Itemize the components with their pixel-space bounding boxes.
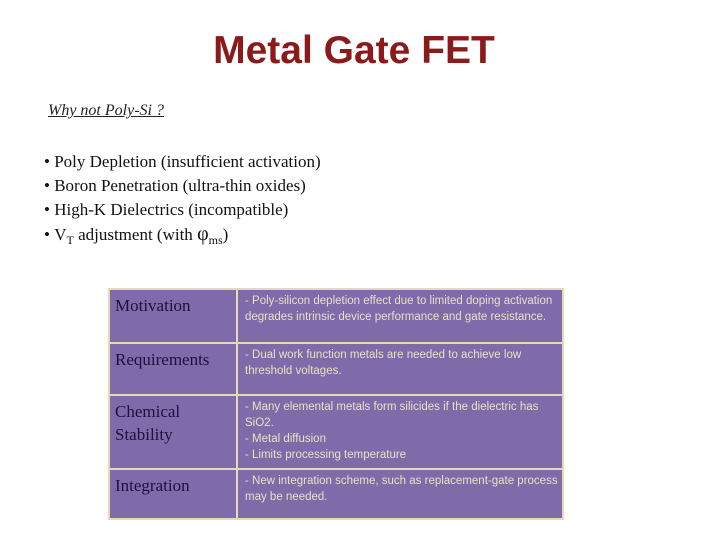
phi-symbol: φ xyxy=(197,223,209,245)
row-description xyxy=(241,290,562,342)
subtitle: Why not Poly-Si ? xyxy=(48,102,164,119)
desc-line: - Metal diffusion xyxy=(245,433,326,445)
row-category: Motivation xyxy=(110,290,238,342)
table-row xyxy=(110,290,562,342)
bullet-list xyxy=(44,150,321,252)
vt-close: ) xyxy=(222,225,229,244)
desc-line: - Dual work function metals are needed to achieve low threshold voltages. xyxy=(245,349,522,377)
bullet-vt-adjustment xyxy=(44,222,321,252)
row-description xyxy=(241,396,562,470)
desc-line: - Poly-silicon depletion effect due to limited doping activation degrades intrinsic device performance and gate resistance. xyxy=(245,295,553,323)
bullet-poly-depletion: • Poly Depletion (insufficient activation) xyxy=(44,150,321,174)
desc-line: - New integration scheme, such as replacement-gate process may be needed. xyxy=(245,475,558,503)
vt-subscript: T xyxy=(66,233,74,247)
row-category: Chemical Stability xyxy=(110,396,238,470)
page-title: Metal Gate FET xyxy=(213,29,495,72)
table-row xyxy=(110,342,562,396)
vt-symbol: V xyxy=(54,225,67,244)
bullet-high-k: • High-K Dielectrics (incompatible) xyxy=(44,198,321,222)
row-category: Requirements xyxy=(110,344,238,396)
comparison-table xyxy=(108,288,564,520)
phi-subscript: ms xyxy=(208,233,223,247)
table-row xyxy=(110,468,562,520)
bullet-boron-penetration: • Boron Penetration (ultra-thin oxides) xyxy=(44,174,321,198)
row-description xyxy=(241,470,562,520)
row-category: Integration xyxy=(110,470,238,520)
desc-line: - Limits processing temperature xyxy=(245,449,407,461)
table-row xyxy=(110,394,562,470)
vt-text: adjustment (with xyxy=(73,225,198,244)
row-description xyxy=(241,344,562,396)
desc-line: - Many elemental metals form silicides if the dielectric has SiO2. xyxy=(245,401,539,429)
